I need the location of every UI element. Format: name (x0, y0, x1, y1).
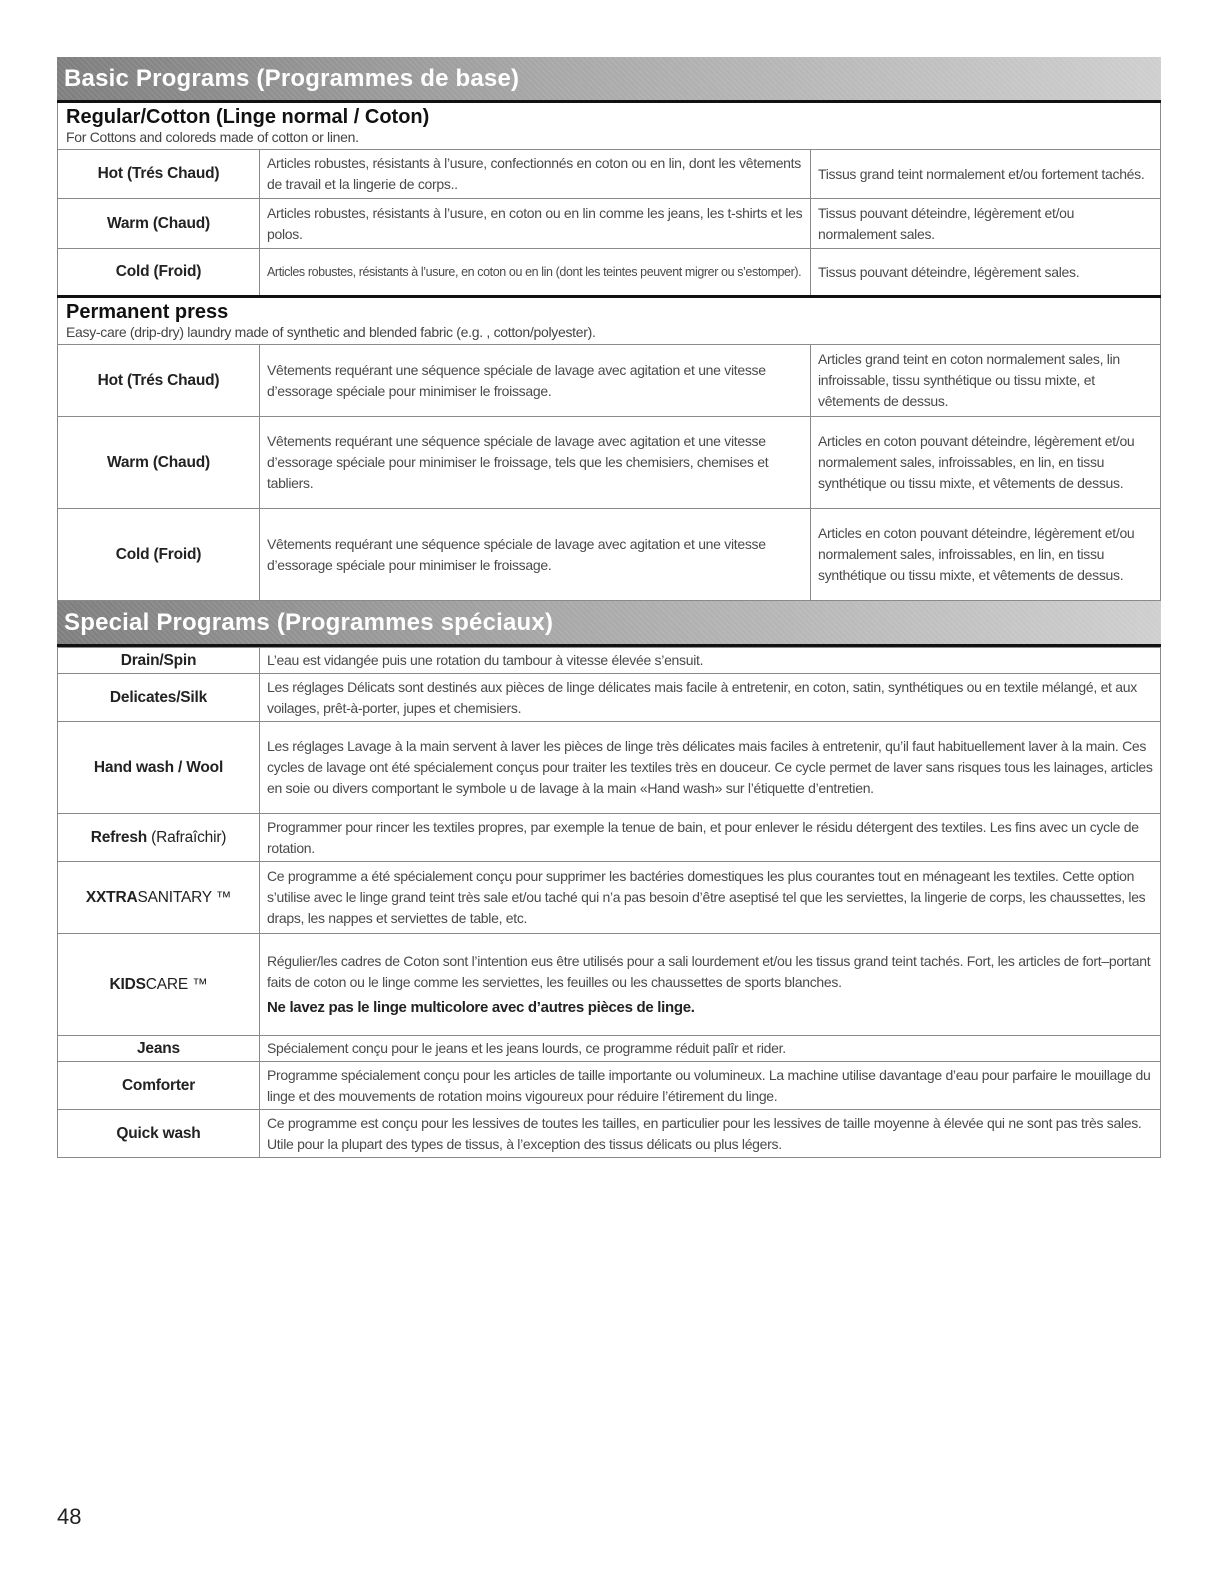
table-row (58, 648, 1161, 674)
row-note: Articles en coton pouvant déteindre, légèrement et/ou normalement sales, infroissables, en lin, en tissu synthétique ou tissu mixte, et vêtements de dessus. (811, 509, 1161, 601)
table-row (58, 1036, 1161, 1062)
page-number: 48 (57, 1504, 82, 1529)
table-row (58, 814, 1161, 862)
row-label-thin: (Rafraîchir) (151, 828, 227, 846)
row-description (260, 934, 1161, 1036)
basic-programs-banner: Basic Programs (Programmes de base) (57, 57, 1161, 103)
row-description: Les réglages Délicats sont destinés aux pièces de linge délicates mais facile à entretenir, en coton, satin, synthétiques ou en textile mélangé, et aux voilages, prêt-à-porter, jupes et chemisiers. (260, 674, 1161, 722)
row-label-thin: CARE ™ (145, 975, 208, 993)
row-label: Drain/Spin (58, 648, 260, 674)
regular-cotton-title: Regular/Cotton (Linge normal / Coton) (66, 106, 430, 128)
row-note: Tissus pouvant déteindre, légèrement sales. (811, 249, 1161, 297)
row-description: Spécialement conçu pour le jeans et les jeans lourds, ce programme réduit palîr et rider. (260, 1036, 1161, 1062)
row-label: Cold (Froid) (58, 509, 260, 601)
row-description: Vêtements requérant une séquence spéciale de lavage avec agitation et une vitesse d’essorage spéciale pour minimiser le froissage. (260, 345, 811, 417)
special-programs-banner: Special Programs (Programmes spéciaux) (57, 601, 1161, 647)
row-description: Programmer pour rincer les textiles propres, par exemple la tenue de bain, et pour enlever le résidu détergent des textiles. Les fins avec un cycle de rotation. (260, 814, 1161, 862)
row-description: Vêtements requérant une séquence spéciale de lavage avec agitation et une vitesse d’essorage spéciale pour minimiser le froissage, tels que les chemisiers, chemises et tabliers. (260, 417, 811, 509)
table-row (58, 722, 1161, 814)
row-label: Cold (Froid) (58, 249, 260, 297)
table-row (58, 150, 1161, 199)
table-row (58, 1110, 1161, 1158)
row-label (58, 934, 260, 1036)
kidscare-warning: Ne lavez pas le linge multicolore avec d’autres pièces de linge. (267, 999, 695, 1016)
table-row (58, 1062, 1161, 1110)
row-description: Ce programme est conçu pour les lessives de toutes les tailles, en particulier pour les lessives de taille moyenne à élevée qui ne sont pas très sales. Utile pour la plupart des types de tissus, à l’exception des tissus délicats ou plus légers. (260, 1110, 1161, 1158)
table-row (58, 249, 1161, 297)
regular-cotton-table (57, 149, 1161, 298)
row-label: Delicates/Silk (58, 674, 260, 722)
regular-cotton-subtitle: For Cottons and coloreds made of cotton or linen. (66, 129, 359, 145)
row-description: Articles robustes, résistants à l’usure, confectionnés en coton ou en lin, dont les vêtements de travail et la lingerie de corps.. (260, 150, 811, 199)
table-row (58, 417, 1161, 509)
row-label (58, 862, 260, 934)
table-row (58, 862, 1161, 934)
permanent-press-table (57, 344, 1161, 601)
row-label: Warm (Chaud) (58, 199, 260, 249)
row-note: Tissus grand teint normalement et/ou fortement tachés. (811, 150, 1161, 199)
row-label-bold: XXTRA (85, 888, 138, 906)
row-label-thin: SANITARY ™ (137, 888, 232, 906)
row-label: Hot (Trés Chaud) (58, 150, 260, 199)
permanent-press-subtitle: Easy-care (drip-dry) laundry made of synthetic and blended fabric (e.g. , cotton/polyester). (66, 324, 596, 340)
program-chart-page (57, 57, 1161, 1158)
row-description: Vêtements requérant une séquence spéciale de lavage avec agitation et une vitesse d’essorage spéciale pour minimiser le froissage. (260, 509, 811, 601)
kidscare-description: Régulier/les cadres de Coton sont l’intention eus être utilisés pour a sali lourdement et/ou les tissus grand teint tachés. Fort, les articles de fort–portant faits de coton ou le linge comme les serviettes, les feuilles ou les chaussettes de sports blanches. (267, 953, 1151, 990)
row-description: Articles robustes, résistants à l’usure, en coton ou en lin (dont les teintes peuvent migrer ou s’estomper). (260, 249, 811, 297)
row-label: Comforter (58, 1062, 260, 1110)
row-label: Hand wash / Wool (58, 722, 260, 814)
row-description: Les réglages Lavage à la main servent à laver les pièces de linge très délicates mais faciles à entretenir, qu’il faut habituellement laver à la main. Ces cycles de lavage ont été spécialement conçus pour traiter les textiles très en douceur. Ce cycle permet de laver sans risques tous les lainages, articles en soie ou divers comportant le symbole u de lavage à la main «Hand wash» sur l’étiquette d’entretien. (260, 722, 1161, 814)
row-note: Articles en coton pouvant déteindre, légèrement et/ou normalement sales, infroissables, en lin, en tissu synthétique ou tissu mixte, et vêtements de dessus. (811, 417, 1161, 509)
table-row (58, 509, 1161, 601)
permanent-press-header (57, 298, 1161, 344)
row-label: Quick wash (58, 1110, 260, 1158)
row-label: Hot (Trés Chaud) (58, 345, 260, 417)
row-label (58, 814, 260, 862)
row-note: Tissus pouvant déteindre, légèrement et/ou normalement sales. (811, 199, 1161, 249)
permanent-press-title: Permanent press (66, 301, 229, 323)
row-label: Warm (Chaud) (58, 417, 260, 509)
row-description: L’eau est vidangée puis une rotation du tambour à vitesse élevée s’ensuit. (260, 648, 1161, 674)
row-label-bold: KIDS (109, 975, 146, 993)
special-programs-table (57, 647, 1161, 1158)
row-description: Programme spécialement conçu pour les articles de taille importante ou volumineux. La machine utilise davantage d’eau pour parfaire le mouillage du linge et des mouvements de rotation moins vigoureux pour réduire l’étirement du linge. (260, 1062, 1161, 1110)
row-description: Ce programme a été spécialement conçu pour supprimer les bactéries domestiques les plus courantes tout en ménageant les textiles. Cette option s’utilise avec le linge grand teint très sale et/ou taché qui n’a pas besoin d’être aseptisé tel que les serviettes, la lingerie de corps, les chaussettes, les draps, les nappes et serviettes de table, etc. (260, 862, 1161, 934)
row-description: Articles robustes, résistants à l’usure, en coton ou en lin comme les jeans, les t-shirts et les polos. (260, 199, 811, 249)
table-row (58, 199, 1161, 249)
row-note: Articles grand teint en coton normalement sales, lin infroissable, tissu synthétique ou tissu mixte, et vêtements de dessus. (811, 345, 1161, 417)
row-label-bold: Refresh (90, 828, 148, 846)
table-row (58, 934, 1161, 1036)
table-row (58, 345, 1161, 417)
row-label: Jeans (58, 1036, 260, 1062)
table-row (58, 674, 1161, 722)
regular-cotton-header (57, 103, 1161, 149)
